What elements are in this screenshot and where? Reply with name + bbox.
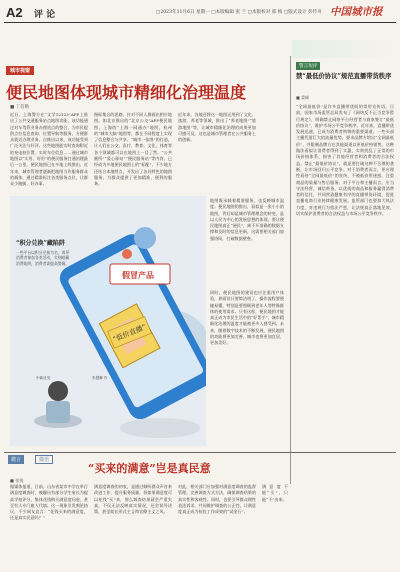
main-body-col-5: 同时，便民地图的建设也应注重用户体验，界面设计要简洁明了，操作流程要便捷易懂，特别是要照顾到老年人等特殊群体的使用需求。只有这样，便民地图才能真正成为市民生活中的“好帮手”，城市精细化治理的温度才能被更多人感受到。未来，随着数字技术的不断发展，便民地图的功能将更加完善，城市也将更加宜居、更加美好。 [210, 290, 284, 346]
illustration-label: “低价直播” [111, 323, 148, 344]
bottom-tag: 微言 [8, 455, 24, 464]
page-code: A2 [6, 5, 23, 20]
bottom-author: ■ 张锐 [10, 478, 24, 483]
bottom-tag-2: 微语 [35, 455, 53, 464]
bottom-body-col-1: 据媒体报道，日前，山东省某市中学在举行满意度调查时，被曝出有部分学生家长为提高学校评分，集体花钱购买满意度问卷，甚至有人专门雇人代填。这一现象引发舆论热议，不少网友直言：“花钱买来的满意度，还是真实民意吗？” [10, 484, 88, 521]
main-body-col-4: 地图既承载着精准服务，也反映城市温度。便民地图的推出，看似是一张小小的地图，背后却是城市管理理念的转变，是以人民为中心的发展思想的体现。要让便民地图真正“便民”，离不开准确的数据支撑和及时的信息更新，这需要相关部门加强协同，打破数据壁垒。 [210, 198, 284, 241]
main-author: ■ 丁倍勒 [10, 105, 30, 110]
bottom-headline: “买来的满意”岂是真民意 [88, 462, 211, 475]
section-tag: 城市视窗 [6, 66, 34, 75]
bottom-body-col-4: 满意度不能“买”，只能“干”出来。 [262, 484, 288, 502]
illustration-sign: 假冒产品 [122, 270, 154, 280]
main-headline: 便民地图体现城市精细化治理温度 [6, 83, 247, 102]
issue-meta: □2023年11月6日 星期一 □本版编辑 张 兰 □本版校对 邵 梅 □版式设计 彭传舟 [156, 10, 322, 15]
section-title: 评 论 [34, 10, 56, 20]
column-divider [290, 56, 291, 484]
header-rule [4, 22, 396, 23]
right-body: “全网最低价”是许多直播带货间的常用宣传语。日前，国家市场监管总局发布了《网络反不正当竞争暂行规定》，明确禁止网络平台经营者与商家签订“最低价协议”，维护市场公平竞争秩序。近年来，直播带货发展迅速，已成为消费者购物的重要渠道。一些头部主播凭借巨大的流量优势，要求品牌方给出“全网最低价”，并限制品牌方在其他渠道以更低价格销售。这种做法看似让消费者得到了实惠，实则扰乱了正常的市场价格体系，损害了其他经营者和消费者的合法权益。禁止“最低价协议”，就是要打破这种不合理的垄断，让市场回归公平竞争。对于消费者而言，更应理性看待“全网最低价”的宣传，不被低价所迷惑，注重商品的质量与售后服务。对于平台和主播而言，应当守法经营，诚信带货，以优质的商品和服务赢得消费者的信任，共同营造健康有序的直播带货环境，促进直播电商行业持续健康发展。监管部门也要加大执法力度，对违规行为依法严惩，让法规真正落地见效，切实保护消费者的合法权益与市场公平竞争秩序。 [296, 104, 394, 217]
right-column-banner [292, 40, 396, 58]
right-tag: 警言短评 [296, 62, 320, 70]
bottom-body-col-2: 满意度调查的初衷，是通过倾听群众声音来改进工作，提升服务质量。但如果满意度可以花钱“买”来，那么调查结果就会严重失真，不仅无法反映真实情况，还会误导决策，甚至助长形式主义和官僚主义之风。 [94, 484, 172, 515]
bottom-body-col-3: 对此，相关部门应加强对满意度调查的监督管理，完善调查方式方法，确保调查结果的真实性和客观性。同时，也要引导群众理性表达诉求，共同维护调查的公正性，让满意度真正成为检验工作成效的“试金石”。 [178, 484, 256, 515]
right-author: ■ 姜峰 [296, 95, 310, 100]
cartoon-credit: 中新社发 [36, 376, 51, 380]
newspaper-logo: 中国城市报 [330, 6, 383, 18]
main-body-col-3: 近年来，各地还将这一地图运用到了文化、旅游、养老等领域，推出了“养老地图”“旅游地图”等，让城市精细化治理的成果更加可感可及，这也是城市管理者在公共服务上的创新。 [178, 112, 256, 143]
cartoon-illustration [10, 196, 206, 446]
sidebar-box-title: “积分兑换”藏陷阱 [16, 240, 65, 247]
main-body-col-2: 指标集合的思路，针对不同人群画出相应地图。如北京推出的“北京公交”APP便民地图，上海的“上海一网通办”地图，杭州的“城市大脑”地图等，都在不同程度上实现了信息整合与共享。“城市一张图”的打造，让人们在公交、医疗、教育、文化、体育等各个领域都可以在地图上一目了然。“公共厕所”“爱心驿站”“便民服务站”等内容，已经成为多地便民地图上的“标配”，不少地方还结合本地特点，开发出了各具特色的地图服务，为群众提供了更加精准、便利的服务。 [94, 112, 172, 187]
main-body-col-1: 近日，上海警方在“文学12123”APP上推出了公共交通服务站点地图功能，该功能通过对车驾管业务办理站点的整合，为市民提供点位信息查询、位置导航等服务，方便群众就近办理业务。自推出以来，该功能受到广泛关注与好评。这些地图能实时查询附近的充电桩位置、实时车位信息……通过城市地图以“实用、好用”的便民服务打通治理最后一公里，便民地图已在多地上线推出。近年来，城市管理者逐渐把地图当作服务群众的载体，通过精准标注各类服务点位，让群众少跑腿、好办事。 [10, 112, 88, 187]
sidebar-box-text: 一些平台以积分兑换为名，诱导消费者参加各类活动，实则暗藏消费陷阱，消费者需提高警惕。 [16, 250, 70, 266]
right-headline: 禁“最低价协议”规范直播带货秩序 [296, 73, 392, 80]
cartoon-signature: 朱慧卿 作 [92, 376, 108, 380]
